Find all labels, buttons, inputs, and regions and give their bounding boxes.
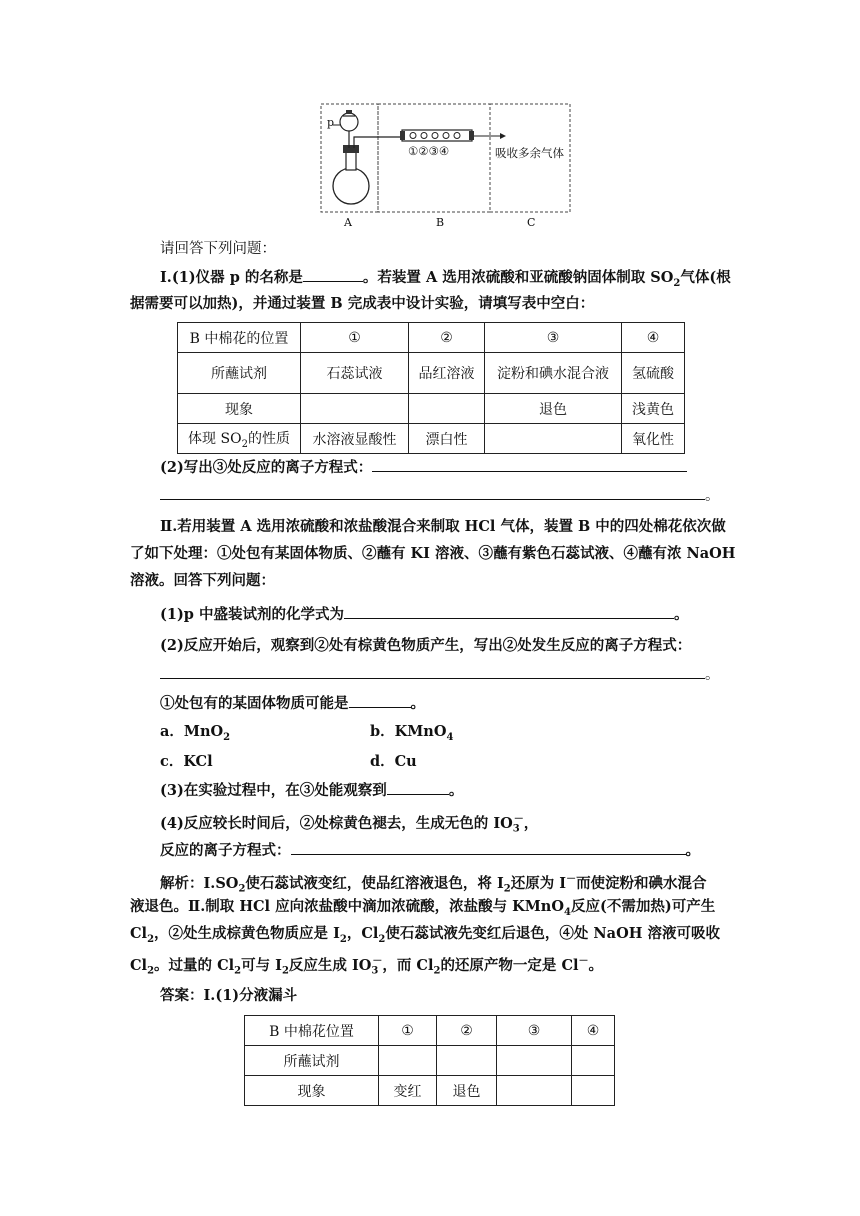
part2-q2: (2)反应开始后，观察到②处有棕黄色物质产生，写出②处发生反应的离子方程式： (160, 637, 692, 654)
label-c: C (527, 216, 536, 229)
answer-table-cell: ① (379, 1016, 437, 1046)
answer-table-cell (572, 1076, 615, 1106)
label-b: B (436, 216, 445, 229)
table-header-cell: ② (409, 323, 485, 353)
table-cell (301, 394, 409, 424)
table-cell: 体现 $SO_2$的性质 (178, 424, 301, 454)
table-header-cell: B 中棉花的位置 (178, 323, 301, 353)
experiment-table (177, 322, 685, 454)
table-cell: 品红溶液 (409, 353, 485, 394)
part2-q1: (1)p 中盛装试剂的化学式为 。 (160, 606, 689, 623)
label-a: A (344, 216, 352, 229)
table-cell: 石蕊试液 (301, 353, 409, 394)
table-header-cell: ③ (485, 323, 622, 353)
table-cell: 漂白性 (409, 424, 485, 454)
table-cell: 氢硫酸 (622, 353, 685, 394)
option-a: a．MnO$_2$ (160, 723, 231, 743)
option-b: b．KMnO$_4$ (370, 723, 454, 743)
table-cell: 现象 (178, 394, 301, 424)
part1-q1-line1: Ⅰ.(1)仪器 p 的名称是 。若装置 A 选用浓硫酸和亚硫酸钠固体制取 $SO_2$气体(根 (160, 269, 731, 289)
apparatus-diagram (0, 0, 860, 240)
answer-label: 答案：Ⅰ.(1)分液漏斗 (160, 987, 298, 1004)
part2-q4-eq: 反应的离子方程式： 。 (160, 842, 700, 859)
absorb-text: 吸收多余气体 (495, 146, 564, 160)
answer-table-cell: ④ (572, 1016, 615, 1046)
answer-line: 。 (160, 485, 720, 506)
intro: 请回答下列问题： (160, 241, 276, 257)
analysis-line2: 液退色。Ⅱ.制取 HCl 应向浓盐酸中滴加浓硫酸，浓盐酸与 KMnO$_4$反应(不需加热)可产生 (130, 898, 716, 918)
answer-table (244, 1015, 615, 1106)
label-p: p (327, 116, 335, 129)
part2-q4: (4)反应较长时间后，②处棕黄色褪去，生成无色的 $IO_3^-$， (160, 814, 539, 835)
table-cell: 氧化性 (622, 424, 685, 454)
answer-table-cell: ② (437, 1016, 497, 1046)
part2-q2-sub: ①处包有的某固体物质可能是 。 (160, 695, 425, 712)
part2-p1: Ⅱ.若用装置 A 选用浓硫酸和浓盐酸混合来制取 HCl 气体，装置 B 中的四处棉花依次做 (160, 518, 726, 535)
table-header-cell: ④ (622, 323, 685, 353)
part1-q2: (2)写出③处反应的离子方程式： (160, 457, 687, 478)
answer-table-cell: 所蘸试剂 (245, 1046, 379, 1076)
table-cell: 淀粉和碘水混合液 (485, 353, 622, 394)
analysis-line1: 解析：$Ⅰ.SO_2$使石蕊试液变红，使品红溶液退色，将 $I_2$还原为 I－而使淀粉和碘水混合 (160, 874, 707, 895)
part1-q1-line2: 据需要可以加热)，并通过装置 B 完成表中设计实验，请填写表中空白： (130, 295, 595, 312)
part2-p3: 溶液。回答下列问题： (130, 572, 275, 589)
analysis-line4: $Cl_2$。过量的 $Cl_2$可与 $I_2$反应生成 $IO_3^-$，而 $Cl_2$的还原产物一定是 Cl－。 (130, 956, 604, 977)
table-cell: 所蘸试剂 (178, 353, 301, 394)
answer-table-cell (497, 1046, 572, 1076)
part2-p2: 了如下处理：①处包有某固体物质、②蘸有 KI 溶液、③蘸有紫色石蕊试液、④蘸有浓 NaOH (130, 545, 736, 562)
flask-bulb (333, 168, 369, 204)
table-cell: 退色 (485, 394, 622, 424)
option-c: c．KCl (160, 753, 213, 770)
answer-table-cell: 退色 (437, 1076, 497, 1106)
answer-table-cell (497, 1076, 572, 1106)
table-cell: 水溶液显酸性 (301, 424, 409, 454)
answer-table-cell: 变红 (379, 1076, 437, 1106)
answer-table-cell (437, 1046, 497, 1076)
part2-q3: (3)在实验过程中，在③处能观察到 。 (160, 782, 464, 799)
analysis-line3: $Cl_2$，②处生成棕黄色物质应是 $I_2$，$Cl_2$使石蕊试液先变红后退色，④处 NaOH 溶液可吸收 (130, 925, 720, 945)
table-cell (485, 424, 622, 454)
answer-line: 。 (160, 664, 720, 685)
table-cell: 浅黄色 (622, 394, 685, 424)
table-cell (409, 394, 485, 424)
answer-table-cell (379, 1046, 437, 1076)
answer-table-cell (572, 1046, 615, 1076)
answer-table-cell: 现象 (245, 1076, 379, 1106)
answer-table-cell: B 中棉花位置 (245, 1016, 379, 1046)
option-d: d．Cu (370, 753, 417, 770)
table-header-cell: ① (301, 323, 409, 353)
answer-table-cell: ③ (497, 1016, 572, 1046)
cotton-numbers: ①②③④ (408, 144, 450, 158)
